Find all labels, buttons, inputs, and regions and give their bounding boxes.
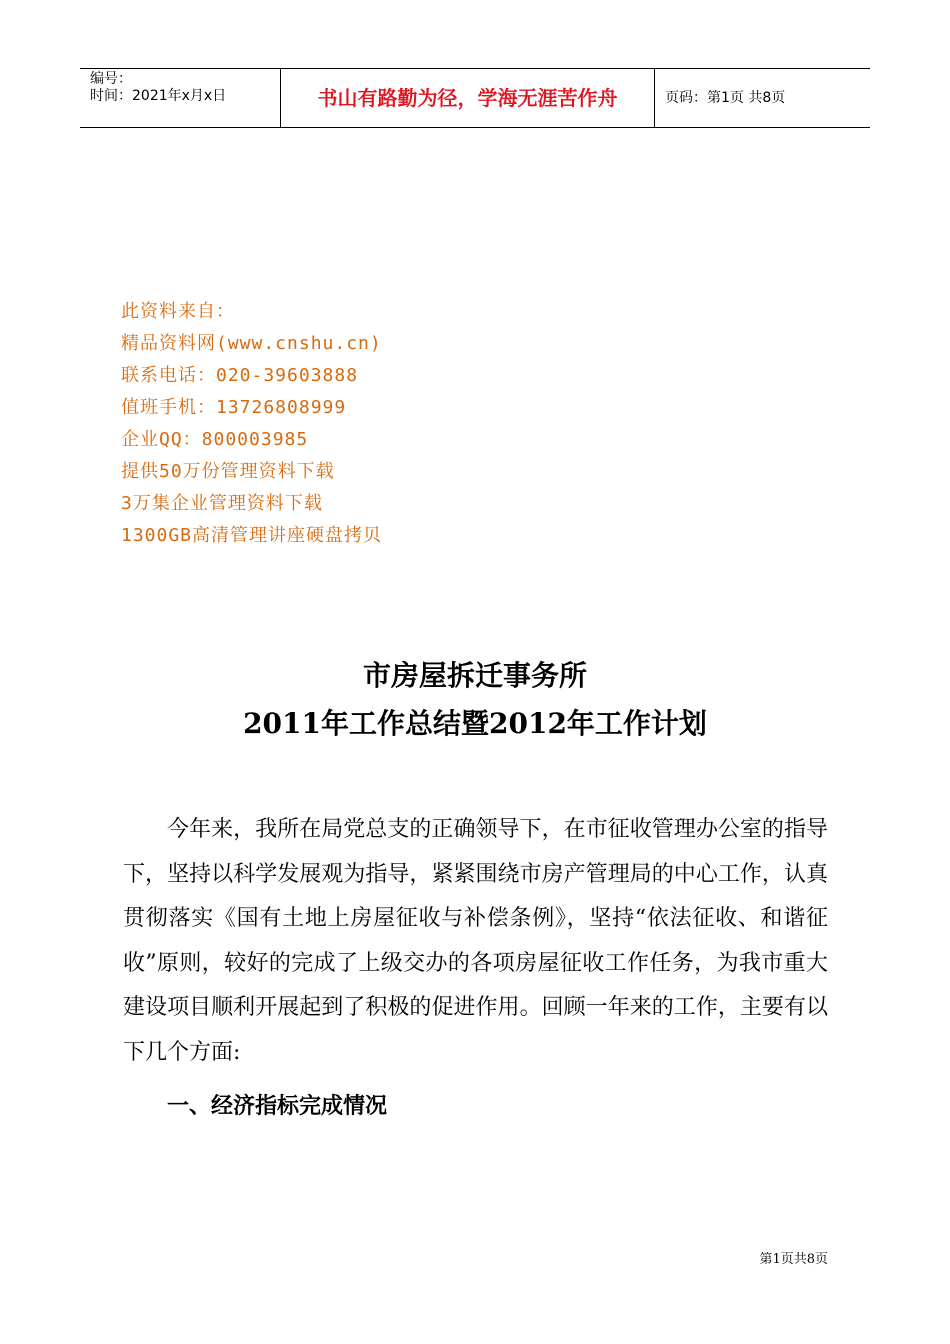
page-header: [80, 68, 870, 128]
source-info-line: 1300GB高清管理讲座硬盘拷贝: [121, 525, 383, 546]
document-date-label: 时间：2021年x月x日: [90, 88, 227, 104]
page-footer: 第1页共8页: [759, 1252, 828, 1267]
source-info-block: [121, 296, 382, 552]
source-info-line: 3万集企业管理资料下载: [121, 493, 323, 514]
source-info-line: 提供50万份管理资料下载: [121, 461, 335, 482]
source-info-line: 精品资料网(www.cnshu.cn): [121, 333, 382, 354]
header-meta-cell: [80, 69, 281, 127]
document-title: 市房屋拆迁事务所: [362, 659, 587, 692]
intro-paragraph: 今年来，我所在局党总支的正确领导下，在市征收管理办公室的指导下，坚持以科学发展观为指导，紧紧围绕市房产管理局的中心工作，认真贯彻落实《国有土地上房屋征收与补偿条例》，坚持“依法征收、和谐征收”原则，较好的完成了上级交办的各项房屋征收工作任务，为我市重大建设项目顺利开展起到了积极的促进作用。回顾一年来的工作，主要有以下几个方面:: [123, 817, 828, 1065]
section-heading: 一、经济指标完成情况: [167, 1093, 388, 1119]
document-number-label: 编号：: [90, 71, 132, 87]
source-info-line: 企业QQ：800003985: [121, 429, 309, 450]
source-info-line: 此资料来自：: [121, 301, 235, 322]
header-motto: 书山有路勤为径，学海无涯苦作舟: [281, 69, 655, 127]
header-page-info: 页码：第1页 共8页: [665, 90, 786, 106]
document-subtitle: 2011年工作总结暨2012年工作计划: [243, 707, 707, 740]
source-info-line: 联系电话：020-39603888: [121, 365, 359, 386]
source-info-line: 值班手机：13726808999: [121, 397, 347, 418]
